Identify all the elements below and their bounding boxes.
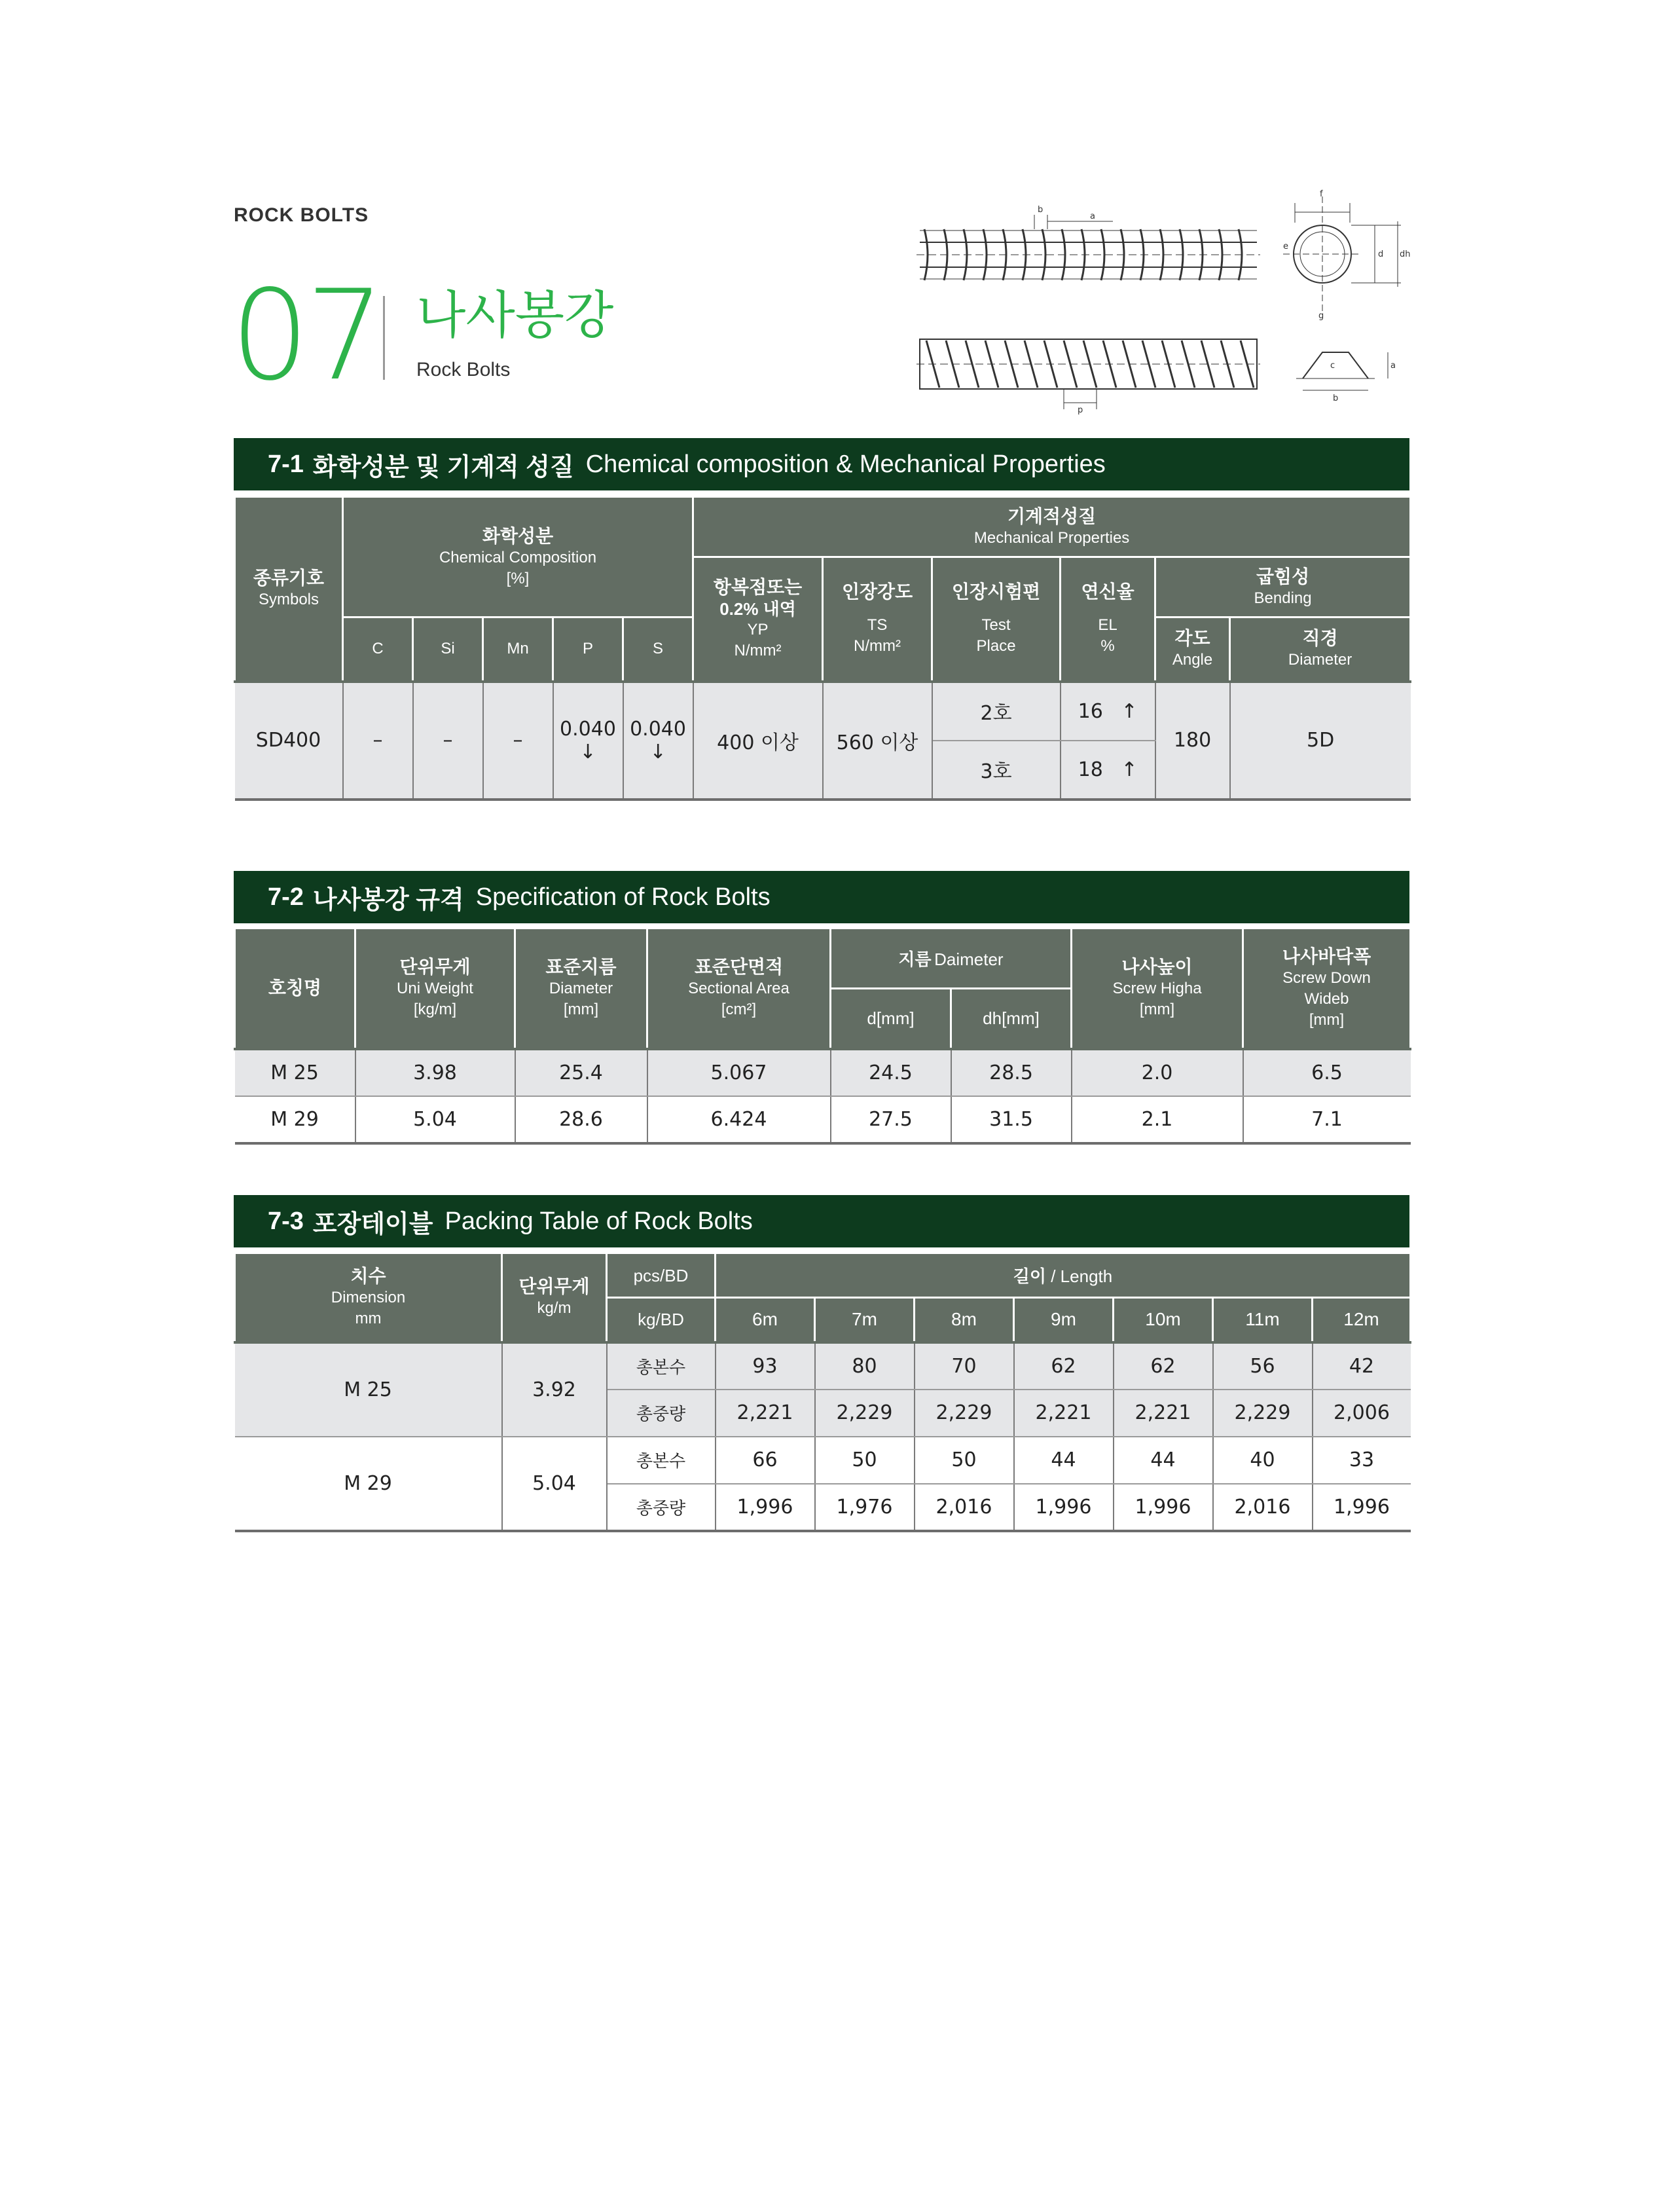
cell-total-weight: 1,976 [815, 1484, 915, 1531]
header-length-8m: 8m [915, 1298, 1014, 1342]
header-screw-width: 나사바닥폭 Screw Down Wideb [mm] [1243, 929, 1411, 1049]
cell-test2: 3호 [932, 741, 1061, 800]
section-title-en: Chemical composition & Mechanical Properties [585, 450, 1106, 478]
header-pcs-bd: pcs/BD [607, 1253, 716, 1298]
cell-count: 56 [1213, 1342, 1313, 1390]
cell-total-weight: 1,996 [1313, 1484, 1411, 1531]
header-kg-bd: kg/BD [607, 1298, 716, 1342]
cell-c: – [343, 682, 413, 800]
cell-height: 2.0 [1072, 1049, 1243, 1096]
cell-count: 44 [1114, 1437, 1213, 1484]
cell-total-weight: 2,229 [815, 1390, 915, 1437]
cell-weight: 5.04 [355, 1096, 515, 1143]
table-row [235, 1049, 1411, 1096]
cell-count: 93 [716, 1342, 815, 1390]
header-mn: Mn [483, 618, 553, 682]
header-c: C [343, 618, 413, 682]
cell-count: 80 [815, 1342, 915, 1390]
up-arrow-icon: ↑ [1121, 699, 1138, 723]
specification-table [234, 927, 1411, 1145]
header-p: P [553, 618, 623, 682]
cell-el2 [1061, 741, 1155, 800]
drawing-label-c: c [1330, 361, 1335, 371]
cell-total-weight: 2,006 [1313, 1390, 1411, 1437]
cell-mn: – [483, 682, 553, 800]
cell-s [623, 682, 693, 800]
cell-unit-weight: 5.04 [502, 1437, 607, 1531]
cell-weight-label: 총중량 [607, 1484, 716, 1531]
section-title-7-1 [234, 438, 1409, 490]
rock-bolt-drawing [917, 183, 1414, 419]
section-number: 7-3 [268, 1207, 304, 1235]
header-unit-weight: 단위무게 kg/m [502, 1253, 607, 1342]
cell-total-weight: 2,016 [1213, 1484, 1313, 1531]
drawing-label-e: e [1283, 242, 1288, 251]
drawing-label-d: d [1378, 249, 1384, 259]
cell-count: 50 [815, 1437, 915, 1484]
header-elongation: 연신율 EL % [1061, 557, 1155, 682]
header-angle: 각도 Angle [1155, 618, 1230, 682]
header-length-6m: 6m [716, 1298, 815, 1342]
cell-diameter: 28.6 [515, 1096, 647, 1143]
section-title-ko: 화학성분 및 기계적 성질 [312, 453, 574, 481]
header-symbols: 종류기호 Symbols [235, 497, 343, 682]
chemical-mechanical-table [234, 496, 1411, 801]
cell-total-weight: 1,996 [1014, 1484, 1114, 1531]
down-arrow-icon: ↓ [579, 740, 596, 764]
cell-p [553, 682, 623, 800]
cell-width: 6.5 [1243, 1049, 1411, 1096]
section-title-en: Specification of Rock Bolts [475, 883, 771, 911]
header-standard-diameter: 표준지름 Diameter [mm] [515, 929, 647, 1049]
header-length-7m: 7m [815, 1298, 915, 1342]
cell-d: 27.5 [831, 1096, 951, 1143]
cell-area: 6.424 [647, 1096, 831, 1143]
table-row [235, 682, 1411, 741]
table-row [235, 1342, 1411, 1390]
drawing-label-dh: dh [1400, 249, 1411, 259]
cell-el1 [1061, 682, 1155, 741]
cell-diameter: 5D [1230, 682, 1411, 800]
header-unit-weight: 단위무게 Uni Weight [kg/m] [355, 929, 515, 1049]
cell-count-label: 총본수 [607, 1437, 716, 1484]
cell-ts: 560 이상 [823, 682, 932, 800]
cell-symbol: SD400 [235, 682, 343, 800]
header-dh: dh[mm] [951, 989, 1072, 1049]
table-row [235, 1096, 1411, 1143]
header-chemical-composition: 화학성분 Chemical Composition [%] [343, 497, 693, 618]
cell-count: 62 [1014, 1342, 1114, 1390]
header-diameter: 직경 Diameter [1230, 618, 1411, 682]
chapter-title-en: Rock Bolts [416, 359, 511, 380]
section-title-ko: 포장테이블 [312, 1210, 433, 1238]
cell-unit-weight: 3.92 [502, 1342, 607, 1437]
cell-count: 33 [1313, 1437, 1411, 1484]
cell-total-weight: 2,221 [716, 1390, 815, 1437]
packing-table [234, 1252, 1411, 1532]
header-yield-point: 항복점또는 0.2% 내역 YP N/mm² [693, 557, 823, 682]
cell-el2-value: 18 [1078, 758, 1103, 781]
section-title-7-3 [234, 1195, 1409, 1247]
section-title-ko: 나사봉강 규격 [312, 886, 464, 914]
drawing-label-a2: a [1390, 361, 1396, 371]
cell-total-weight: 2,016 [915, 1484, 1014, 1531]
cell-total-weight: 1,996 [1114, 1484, 1213, 1531]
cell-total-weight: 2,229 [915, 1390, 1014, 1437]
cell-s-value: 0.040 [630, 717, 686, 741]
header-d: d[mm] [831, 989, 951, 1049]
header-designation: 호칭명 [235, 929, 355, 1049]
cell-weight: 3.98 [355, 1049, 515, 1096]
cell-dh: 28.5 [951, 1049, 1072, 1096]
chapter-number: 07 [230, 263, 381, 408]
header-dimension: 치수 Dimension mm [235, 1253, 502, 1342]
table-row [235, 1437, 1411, 1484]
cell-test1: 2호 [932, 682, 1061, 741]
cell-dimension: M 29 [235, 1437, 502, 1531]
cell-name: M 25 [235, 1049, 355, 1096]
cell-si: – [413, 682, 483, 800]
drawing-label-g: g [1318, 311, 1324, 321]
cell-count: 42 [1313, 1342, 1411, 1390]
section-number: 7-2 [268, 883, 304, 911]
header-length-10m: 10m [1114, 1298, 1213, 1342]
header-length-12m: 12m [1313, 1298, 1411, 1342]
cell-dh: 31.5 [951, 1096, 1072, 1143]
header-mechanical-properties: 기계적성질 Mechanical Properties [693, 497, 1411, 557]
drawing-label-p: p [1078, 405, 1083, 415]
cell-name: M 29 [235, 1096, 355, 1143]
cell-count: 62 [1114, 1342, 1213, 1390]
drawing-label-f: f [1320, 189, 1323, 199]
drawing-label-b: b [1038, 205, 1044, 215]
cell-count: 50 [915, 1437, 1014, 1484]
section-number: 7-1 [268, 450, 304, 478]
cell-total-weight: 1,996 [716, 1484, 815, 1531]
header-sectional-area: 표준단면적 Sectional Area [cm²] [647, 929, 831, 1049]
up-arrow-icon: ↑ [1121, 758, 1138, 781]
cell-yp: 400 이상 [693, 682, 823, 800]
cell-d: 24.5 [831, 1049, 951, 1096]
section-title-en: Packing Table of Rock Bolts [445, 1207, 753, 1235]
drawing-label-b2: b [1333, 394, 1339, 403]
header-length: 길이 / Length [716, 1253, 1411, 1298]
cell-total-weight: 2,221 [1114, 1390, 1213, 1437]
down-arrow-icon: ↓ [649, 740, 666, 764]
cell-el1-value: 16 [1078, 699, 1103, 723]
cell-angle: 180 [1155, 682, 1230, 800]
header-length-11m: 11m [1213, 1298, 1313, 1342]
header-length-9m: 9m [1014, 1298, 1114, 1342]
cell-dimension: M 25 [235, 1342, 502, 1437]
cell-p-value: 0.040 [560, 717, 616, 741]
chapter-divider [383, 296, 385, 380]
header-tensile-strength: 인장강도 TS N/mm² [823, 557, 932, 682]
cell-count: 70 [915, 1342, 1014, 1390]
header-diameter-group: 지름 Daimeter [831, 929, 1072, 989]
cell-count: 44 [1014, 1437, 1114, 1484]
section-title-7-2 [234, 871, 1409, 923]
cell-width: 7.1 [1243, 1096, 1411, 1143]
cell-count-label: 총본수 [607, 1342, 716, 1390]
cell-height: 2.1 [1072, 1096, 1243, 1143]
header-s: S [623, 618, 693, 682]
drawing-label-a: a [1090, 212, 1095, 221]
page-kicker: ROCK BOLTS [234, 204, 369, 226]
cell-count: 40 [1213, 1437, 1313, 1484]
cell-total-weight: 2,229 [1213, 1390, 1313, 1437]
header-screw-height: 나사높이 Screw Higha [mm] [1072, 929, 1243, 1049]
header-bending: 굽힘성 Bending [1155, 557, 1411, 618]
header-test-place: 인장시험편 Test Place [932, 557, 1061, 682]
cell-diameter: 25.4 [515, 1049, 647, 1096]
cell-total-weight: 2,221 [1014, 1390, 1114, 1437]
header-si: Si [413, 618, 483, 682]
cell-area: 5.067 [647, 1049, 831, 1096]
cell-count: 66 [716, 1437, 815, 1484]
chapter-title-ko: 나사봉강 [416, 286, 614, 344]
cell-weight-label: 총중량 [607, 1390, 716, 1437]
